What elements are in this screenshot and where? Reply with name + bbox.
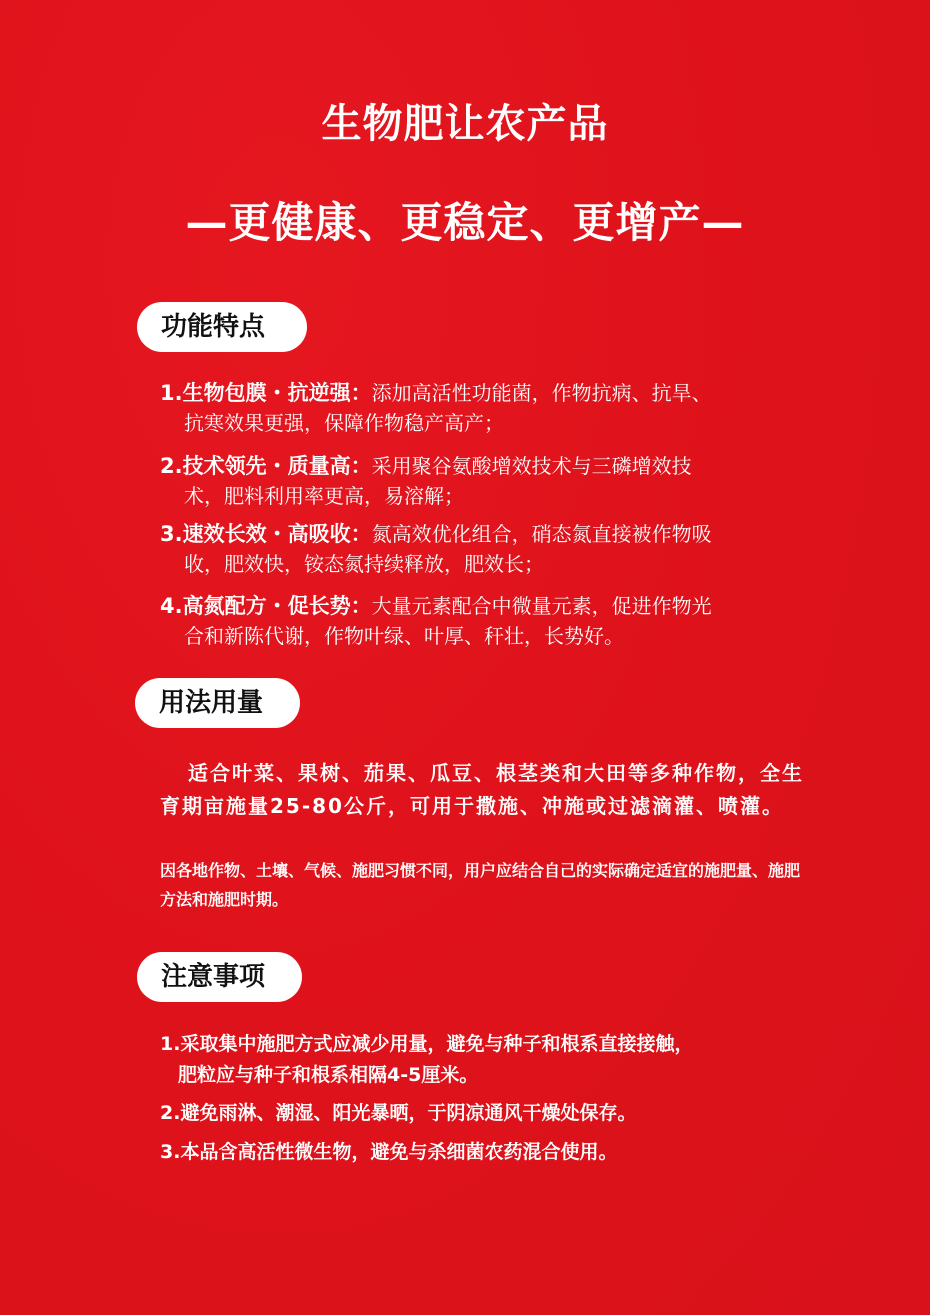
- feature-lead: 4.高氮配方・促长势：: [160, 594, 372, 618]
- feature-text-1: 氮高效优化组合，硝态氮直接被作物吸: [371, 522, 712, 546]
- note-text-1: 1.采取集中施肥方式应减少用量，避免与种子和根系直接接触，: [160, 1033, 694, 1055]
- sub-title: —更健康、更稳定、更增产—: [185, 198, 745, 247]
- notes-heading: 注意事项: [137, 952, 302, 1002]
- usage-heading: 用法用量: [135, 678, 300, 728]
- feature-text-2: 术，肥料利用率更高，易溶解；: [184, 484, 464, 508]
- feature-text-2: 收，肥效快，铵态氮持续释放，肥效长；: [184, 552, 544, 576]
- feature-item: [160, 519, 820, 579]
- note-item: [160, 1098, 820, 1129]
- usage-body: 适合叶菜、果树、茄果、瓜豆、根茎类和大田等多种作物，全生育期亩施量25-80公斤，可用于撒施、冲施或过滤滴灌、喷灌。: [160, 761, 804, 818]
- main-title: 生物肥让农产品: [321, 101, 609, 147]
- note-text-1: 3.本品含高活性微生物，避免与杀细菌农药混合使用。: [160, 1141, 618, 1163]
- features-heading: 功能特点: [137, 302, 307, 352]
- feature-lead: 2.技术领先・质量高：: [160, 454, 372, 478]
- note-text-1: 2.避免雨淋、潮湿、阳光暴晒，于阴凉通风干燥处保存。: [160, 1102, 637, 1124]
- feature-text-1: 采用聚谷氨酸增效技术与三磷增效技: [371, 454, 692, 478]
- feature-item: [160, 591, 820, 651]
- usage-note: 因各地作物、土壤、气候、施肥习惯不同，用户应结合自己的实际确定适宜的施肥量、施肥方法和施肥时期。: [160, 861, 801, 909]
- feature-text-2: 抗寒效果更强，保障作物稳产高产；: [184, 411, 504, 435]
- feature-text-2: 合和新陈代谢，作物叶绿、叶厚、秆壮，长势好。: [184, 624, 624, 648]
- note-item: [160, 1137, 820, 1168]
- note-item: [160, 1029, 820, 1091]
- feature-lead: 3.速效长效・高吸收：: [160, 522, 372, 546]
- note-text-2: 肥粒应与种子和根系相隔4-5厘米。: [178, 1064, 479, 1086]
- feature-item: [160, 378, 820, 438]
- feature-text-1: 大量元素配合中微量元素，促进作物光: [371, 594, 712, 618]
- feature-lead: 1.生物包膜・抗逆强：: [160, 381, 372, 405]
- feature-text-1: 添加高活性功能菌，作物抗病、抗旱、: [371, 381, 712, 405]
- feature-item: [160, 451, 820, 511]
